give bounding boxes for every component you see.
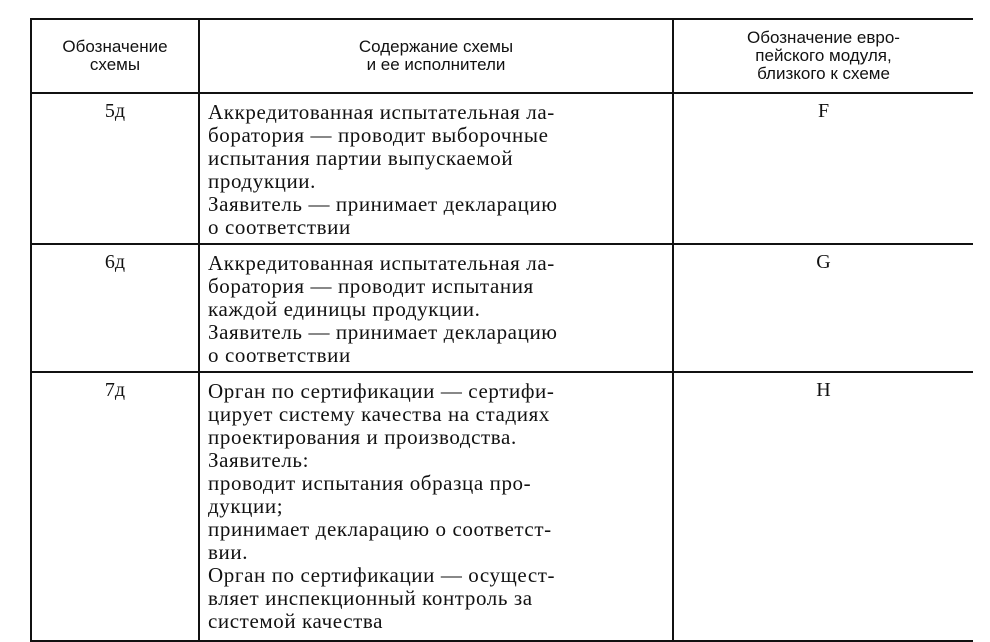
header-module-line: Обозначение евро-	[747, 28, 900, 47]
table-row	[31, 372, 973, 641]
content-line: принимает декларацию о соответст-	[208, 517, 552, 541]
content-line: каждой единицы продукции.	[208, 297, 481, 321]
scheme-cell: 7д	[31, 372, 199, 641]
header-module-line: пейского модуля,	[755, 46, 892, 65]
table-row	[31, 93, 973, 244]
module-cell: H	[673, 372, 973, 641]
scheme-cell: 6д	[31, 244, 199, 372]
content-line: системой качества	[208, 609, 384, 633]
header-scheme-line: Обозначение	[62, 37, 168, 56]
content-line: проводит испытания образца про-	[208, 471, 532, 495]
module-cell: F	[673, 93, 973, 244]
table-row	[31, 244, 973, 372]
module-cell: G	[673, 244, 973, 372]
header-content	[199, 19, 673, 93]
content-line: вляет инспекционный контроль за	[208, 586, 533, 610]
content-cell	[199, 244, 673, 372]
scheme-cell: 5д	[31, 93, 199, 244]
header-module-line: близкого к схеме	[757, 64, 890, 83]
content-cell	[199, 372, 673, 641]
content-cell	[199, 93, 673, 244]
schemes-table	[30, 18, 973, 642]
content-line: вии.	[208, 540, 249, 564]
content-line: Заявитель — принимает декларацию	[208, 320, 558, 344]
content-line: дукции;	[208, 494, 284, 518]
content-line: продукции.	[208, 169, 316, 193]
content-line: о соответствии	[208, 215, 351, 239]
content-line: Аккредитованная испытательная ла-	[208, 100, 555, 124]
content-line: Орган по сертификации — осущест-	[208, 563, 556, 587]
content-line: Заявитель — принимает декларацию	[208, 192, 558, 216]
content-line: Аккредитованная испытательная ла-	[208, 251, 555, 275]
header-content-line: и ее исполнители	[366, 55, 506, 74]
content-line: Орган по сертификации — сертифи-	[208, 379, 555, 403]
content-line: боратория — проводит испытания	[208, 274, 534, 298]
content-line: Заявитель:	[208, 448, 310, 472]
table-header	[31, 19, 973, 93]
content-line: боратория — проводит выборочные	[208, 123, 549, 147]
content-line: проектирования и производства.	[208, 425, 517, 449]
header-scheme-line: схемы	[89, 55, 141, 74]
content-line: испытания партии выпускаемой	[208, 146, 514, 170]
content-line: о соответствии	[208, 343, 351, 367]
header-module	[673, 19, 973, 93]
header-scheme	[31, 19, 199, 93]
content-line: цирует систему качества на стадиях	[208, 402, 550, 426]
header-content-line: Содержание схемы	[358, 37, 514, 56]
